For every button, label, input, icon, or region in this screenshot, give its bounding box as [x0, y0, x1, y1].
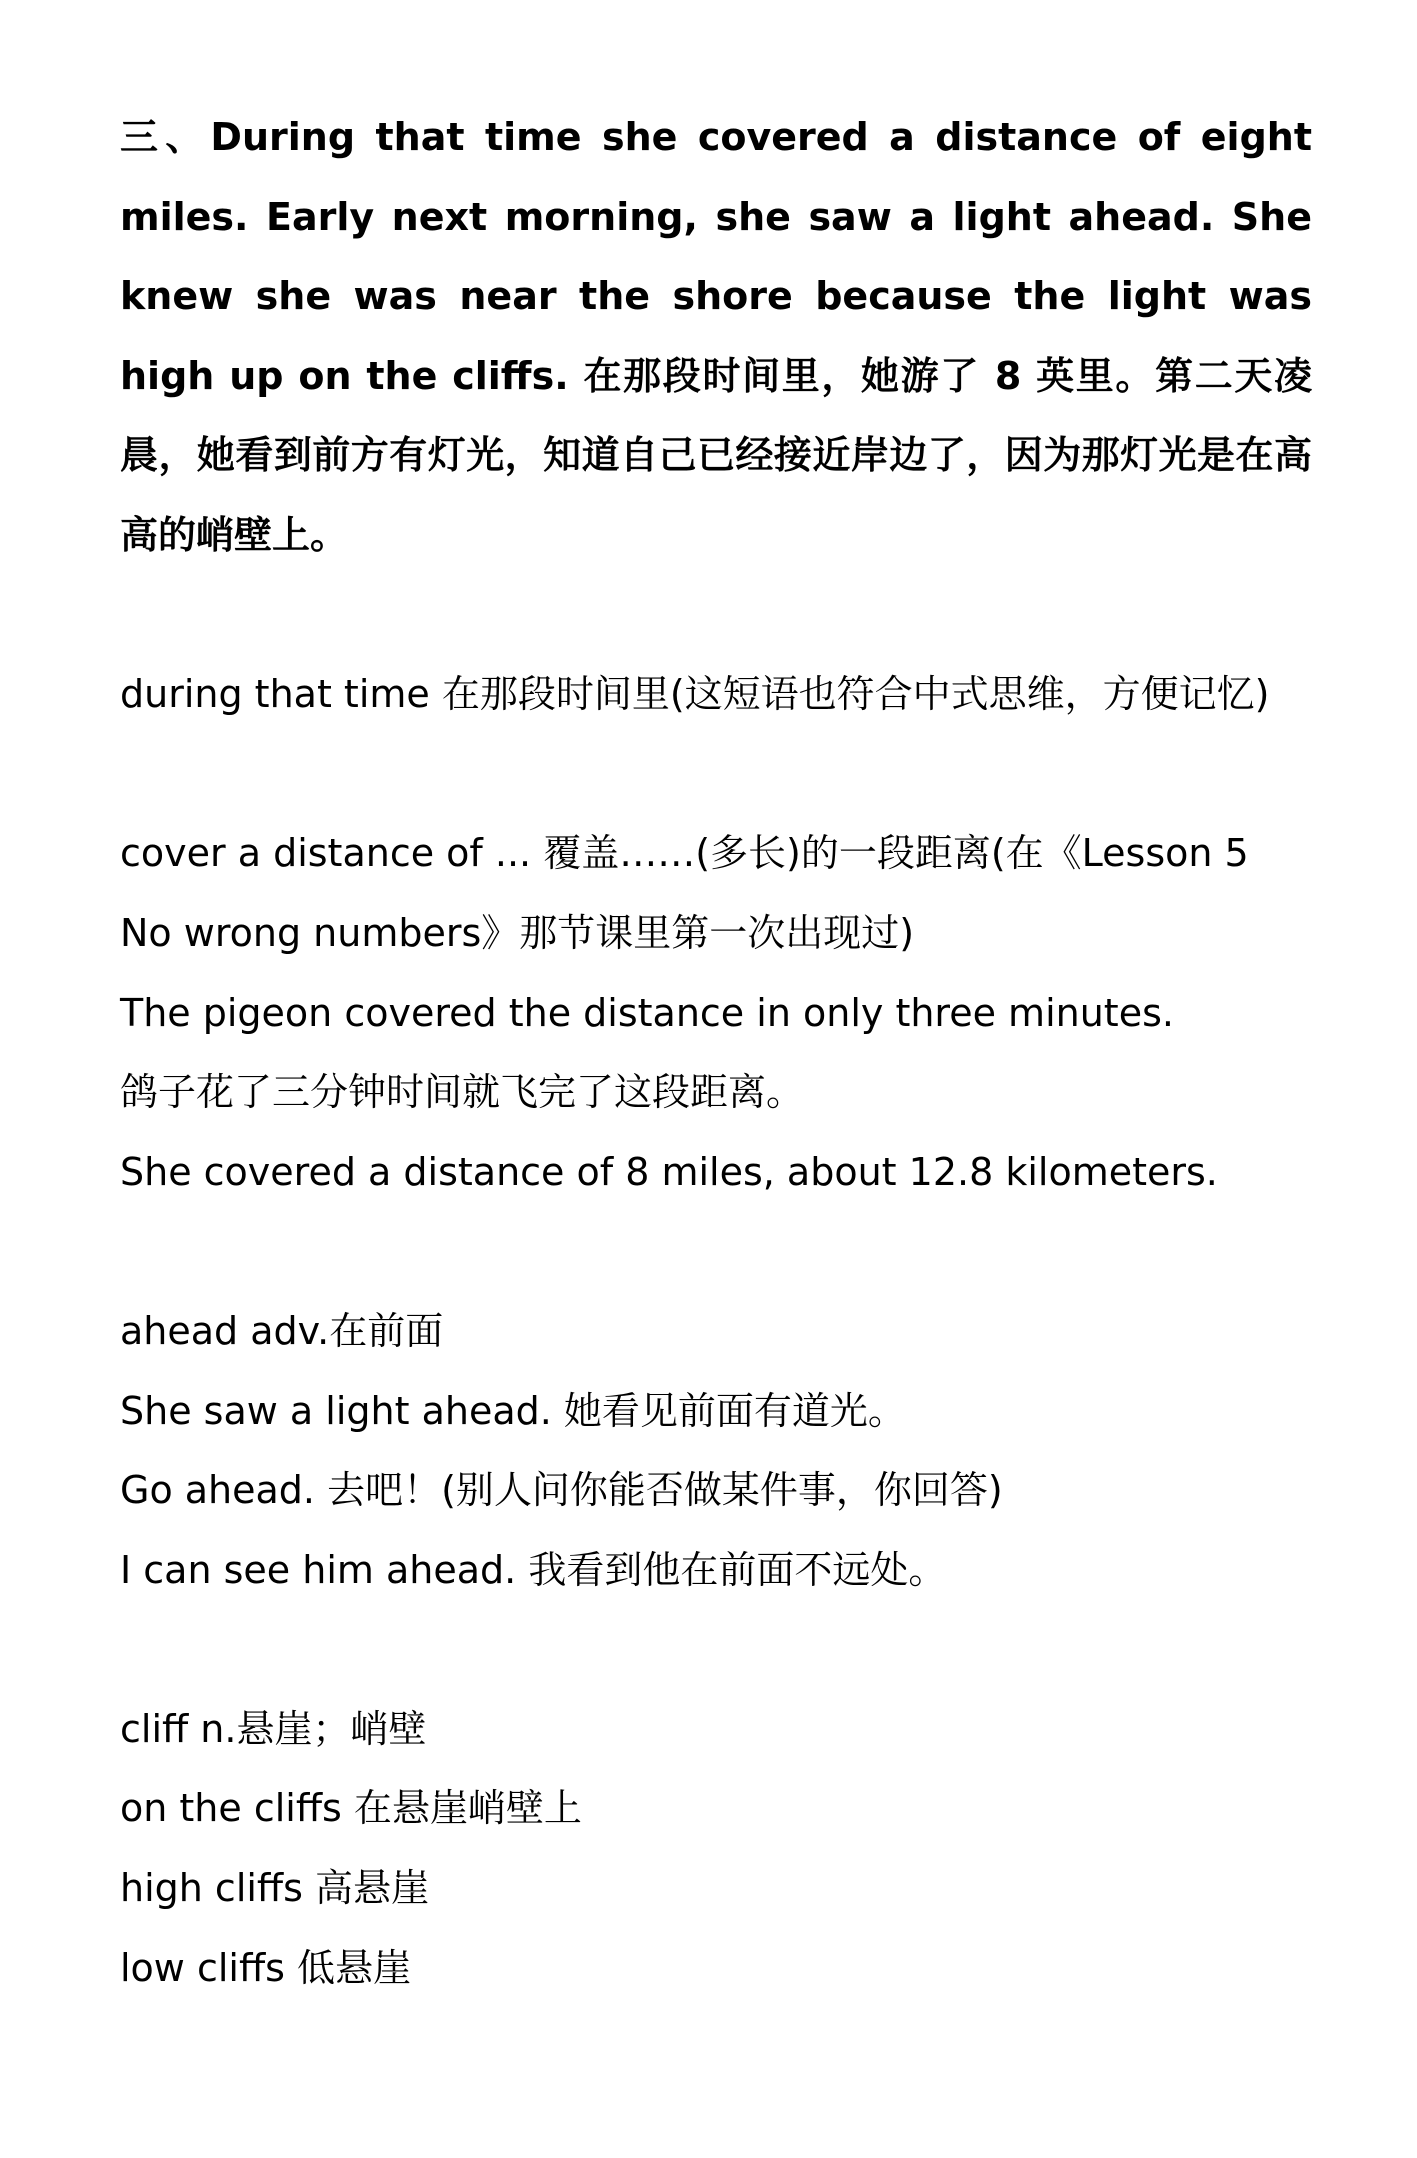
- example-sentence: I can see him ahead. 我看到他在前面不远处。: [120, 1547, 947, 1592]
- example-sentence-en: She covered a distance of 8 miles, about 12.8 kilometers.: [120, 1149, 1218, 1194]
- section-heading-paragraph: 三、During that time she covered a distance of eight miles. Early next morning, she saw a light ahead. She knew she was near the shore because the light was high up on the cliffs. 在那段时间里，她游了 8 英里。第二天凌晨，她看到前方有灯光，知道自己已经接近岸边了，因为那灯光是在高高的峭壁上。: [120, 115, 1312, 557]
- example-phrase: high cliffs 高悬崖: [120, 1866, 429, 1911]
- example-sentence: Go ahead. 去吧！(别人问你能否做某件事，你回答): [120, 1468, 1003, 1513]
- example-sentence-zh: 鸽子花了三分钟时间就飞完了这段距离。: [120, 1070, 805, 1115]
- example-phrase: low cliffs 低悬崖: [120, 1945, 412, 1990]
- example-phrase: on the cliffs 在悬崖峭壁上: [120, 1786, 582, 1831]
- spacer: [120, 735, 1312, 815]
- note-during-that-time: during that time 在那段时间里(这短语也符合中式思维，方便记忆): [120, 672, 1270, 717]
- note-cliff-definition: cliff n.悬崖；峭壁: [120, 1706, 427, 1751]
- example-sentence: She saw a light ahead. 她看见前面有道光。: [120, 1388, 906, 1433]
- spacer: [120, 576, 1312, 656]
- spacer: [120, 1212, 1312, 1292]
- note-ahead-definition: ahead adv.在前面: [120, 1308, 444, 1353]
- example-sentence-en: The pigeon covered the distance in only three minutes.: [120, 990, 1174, 1035]
- spacer: [120, 1610, 1312, 1690]
- note-cover-definition: cover a distance of ... 覆盖……(多长)的一段距离(在《Lesson 5 No wrong numbers》那节课里第一次出现过): [120, 831, 1249, 955]
- document-page: [120, 98, 1312, 2008]
